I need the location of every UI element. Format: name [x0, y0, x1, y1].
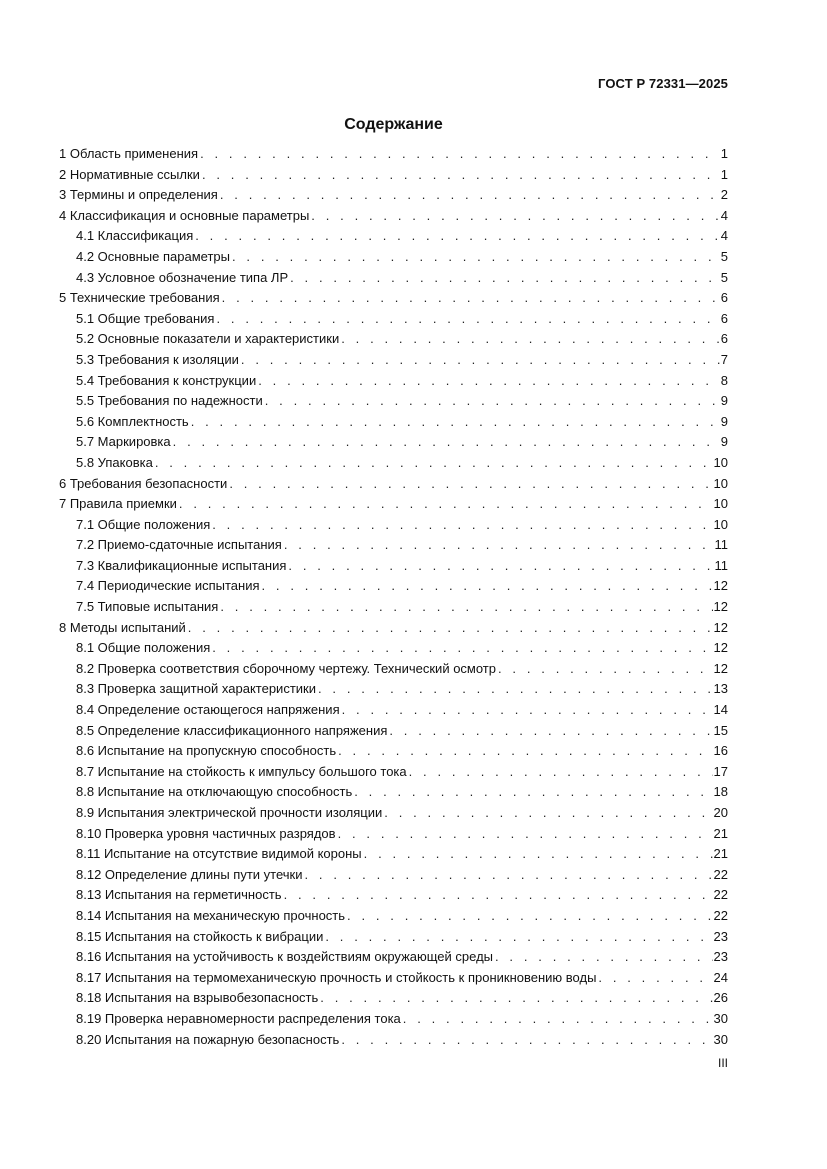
toc-entry-label: 7 Правила приемки — [59, 496, 177, 512]
toc-entry-label: 4 Классификация и основные параметры — [59, 207, 310, 223]
toc-entry-page: 9 — [720, 393, 728, 409]
toc-entry-page: 22 — [713, 907, 728, 923]
toc-dot-leader — [216, 309, 719, 330]
toc-dot-leader — [325, 927, 712, 948]
toc-dot-leader — [202, 165, 720, 186]
toc-dot-leader — [341, 1030, 712, 1051]
toc-entry-label: 3 Термины и определения — [59, 187, 218, 203]
toc-entry-label: 4.3 Условное обозначение типа ЛР — [76, 269, 289, 285]
toc-dot-leader — [188, 618, 713, 639]
toc-dot-leader — [229, 474, 712, 495]
toc-dot-leader — [212, 515, 712, 536]
toc-entry[interactable] — [59, 1030, 728, 1051]
toc-entry-page: 6 — [720, 290, 728, 306]
toc-entry-label: 8.15 Испытания на стойкость к вибрации — [76, 928, 324, 944]
toc-entry-page: 8 — [720, 372, 728, 388]
toc-dot-leader — [222, 288, 720, 309]
toc-dot-leader — [220, 597, 712, 618]
toc-entry-page: 23 — [713, 928, 728, 944]
toc-entry-page: 26 — [713, 990, 728, 1006]
toc-entry-label: 7.5 Типовые испытания — [76, 599, 219, 615]
toc-entry-page: 30 — [713, 1010, 728, 1026]
toc-dot-leader — [318, 679, 713, 700]
toc-entry[interactable] — [59, 597, 728, 618]
toc-dot-leader — [598, 968, 712, 989]
toc-entry-page: 22 — [713, 866, 728, 882]
toc-entry-page: 10 — [713, 516, 728, 532]
toc-entry[interactable] — [59, 494, 728, 515]
toc-entry[interactable] — [59, 535, 728, 556]
toc-entry[interactable] — [59, 576, 728, 597]
toc-entry-label: 5.2 Основные показатели и характеристики — [76, 331, 340, 347]
toc-dot-leader — [258, 371, 720, 392]
toc-entry-page: 10 — [713, 496, 728, 512]
toc-entry[interactable] — [59, 947, 728, 968]
toc-entry-page: 17 — [713, 763, 728, 779]
page-number: III — [717, 1056, 728, 1070]
toc-dot-leader — [200, 144, 720, 165]
toc-entry-page: 21 — [713, 846, 728, 862]
toc-entry-label: 8.7 Испытание на стойкость к импульсу большого тока — [76, 763, 407, 779]
toc-dot-leader — [342, 700, 713, 721]
toc-entry-label: 8.19 Проверка неравномерности распределения тока — [76, 1010, 401, 1026]
toc-entry-label: 8.13 Испытания на герметичность — [76, 887, 282, 903]
toc-entry-label: 5.3 Требования к изоляции — [76, 351, 239, 367]
toc-dot-leader — [403, 1009, 713, 1030]
toc-entry-label: 5.6 Комплектность — [76, 413, 189, 429]
toc-entry-label: 5 Технические требования — [59, 290, 220, 306]
toc-entry-page: 12 — [713, 599, 728, 615]
toc-entry-label: 5.8 Упаковка — [76, 454, 153, 470]
toc-entry-label: 8.8 Испытание на отключающую способность — [76, 784, 353, 800]
toc-entry-label: 7.2 Приемо-сдаточные испытания — [76, 537, 282, 553]
toc-entry-label: 4.1 Классификация — [76, 228, 194, 244]
toc-entry-label: 8.11 Испытание на отсутствие видимой короны — [76, 846, 362, 862]
toc-entry-label: 1 Область применения — [59, 146, 199, 161]
toc-entry-page: 20 — [713, 805, 728, 820]
toc-entry[interactable] — [59, 618, 728, 639]
toc-entry[interactable] — [59, 865, 728, 886]
toc-dot-leader — [173, 432, 720, 453]
toc-entry-label: 4.2 Основные параметры — [76, 248, 230, 264]
toc-entry[interactable] — [59, 329, 728, 350]
toc-entry-page: 11 — [714, 557, 728, 573]
toc-entry-label: 8.6 Испытание на пропускную способность — [76, 743, 337, 759]
toc-dot-leader — [347, 906, 713, 927]
toc-dot-leader — [220, 185, 720, 206]
toc-dot-leader — [311, 206, 719, 227]
toc-entry[interactable] — [59, 432, 728, 453]
toc-entry-page: 4 — [720, 207, 728, 223]
toc-entry-page: 6 — [720, 310, 728, 326]
toc-entry-page: 9 — [720, 413, 728, 429]
toc-entry[interactable] — [59, 391, 728, 412]
toc-entry-page: 23 — [713, 949, 728, 965]
toc-entry-label: 6 Требования безопасности — [59, 475, 228, 491]
toc-entry[interactable] — [59, 165, 728, 186]
toc-entry-page: 9 — [720, 434, 728, 450]
toc-entry-label: 8.10 Проверка уровня частичных разрядов — [76, 825, 336, 841]
toc-entry-page: 11 — [714, 537, 728, 553]
toc-entry[interactable] — [59, 638, 728, 659]
toc-entry[interactable] — [59, 885, 728, 906]
toc-entry-page: 22 — [713, 887, 728, 903]
toc-entry-label: 8.14 Испытания на механическую прочность — [76, 907, 346, 923]
toc-entry[interactable] — [59, 988, 728, 1009]
toc-entry[interactable] — [59, 247, 728, 268]
toc-dot-leader — [265, 391, 720, 412]
table-of-contents — [59, 144, 728, 1050]
toc-entry-label: 8.18 Испытания на взрывобезопасность — [76, 990, 319, 1006]
toc-dot-leader — [354, 782, 712, 803]
toc-entry-page: 12 — [713, 619, 728, 635]
toc-entry[interactable] — [59, 906, 728, 927]
toc-entry[interactable] — [59, 968, 728, 989]
toc-entry-label: 5.1 Общие требования — [76, 310, 215, 326]
toc-dot-leader — [284, 885, 713, 906]
toc-entry[interactable] — [59, 288, 728, 309]
toc-entry-label: 5.4 Требования к конструкции — [76, 372, 257, 388]
toc-entry-label: 8.4 Определение остающегося напряжения — [76, 702, 340, 718]
toc-dot-leader — [232, 247, 720, 268]
toc-entry-page: 14 — [713, 702, 728, 718]
toc-entry-page: 24 — [713, 969, 728, 985]
toc-dot-leader — [191, 412, 720, 433]
toc-entry-label: 5.5 Требования по надежности — [76, 393, 263, 409]
toc-entry-label: 8.12 Определение длины пути утечки — [76, 866, 303, 882]
toc-entry[interactable] — [59, 762, 728, 783]
toc-entry[interactable] — [59, 515, 728, 536]
toc-entry-label: 8.3 Проверка защитной характеристики — [76, 681, 316, 697]
toc-entry[interactable] — [59, 927, 728, 948]
toc-entry-page: 1 — [720, 166, 728, 182]
toc-dot-leader — [389, 721, 712, 742]
toc-entry-label: 7.1 Общие положения — [76, 516, 211, 532]
toc-entry-label: 7.4 Периодические испытания — [76, 578, 260, 594]
toc-entry[interactable] — [59, 185, 728, 206]
toc-entry-label: 8.16 Испытания на устойчивость к воздействиям окружающей среды — [76, 949, 493, 965]
toc-dot-leader — [498, 659, 713, 680]
toc-entry-page: 18 — [713, 784, 728, 800]
toc-entry-page: 1 — [720, 146, 728, 161]
toc-entry-page: 15 — [713, 722, 728, 738]
toc-entry-page: 5 — [720, 269, 728, 285]
toc-entry-page: 30 — [713, 1031, 728, 1047]
toc-entry-page: 12 — [713, 578, 728, 594]
toc-entry[interactable] — [59, 721, 728, 742]
toc-entry[interactable] — [59, 226, 728, 247]
toc-entry-page: 12 — [713, 640, 728, 656]
toc-dot-leader — [409, 762, 713, 783]
toc-entry[interactable] — [59, 453, 728, 474]
toc-dot-leader — [155, 453, 713, 474]
toc-entry[interactable] — [59, 474, 728, 495]
toc-entry-label: 8.1 Общие положения — [76, 640, 211, 656]
toc-dot-leader — [284, 535, 714, 556]
toc-dot-leader — [195, 226, 720, 247]
toc-entry[interactable] — [59, 803, 728, 824]
toc-entry-page: 13 — [713, 681, 728, 697]
toc-entry[interactable] — [59, 350, 728, 371]
toc-dot-leader — [364, 844, 713, 865]
toc-entry-page: 6 — [720, 331, 728, 347]
toc-dot-leader — [262, 576, 713, 597]
toc-entry-label: 2 Нормативные ссылки — [59, 166, 200, 182]
toc-entry[interactable] — [59, 556, 728, 577]
toc-entry[interactable] — [59, 824, 728, 845]
toc-entry[interactable] — [59, 412, 728, 433]
toc-entry-label: 7.3 Квалификационные испытания — [76, 557, 287, 573]
toc-dot-leader — [241, 350, 720, 371]
toc-entry[interactable] — [59, 844, 728, 865]
toc-entry[interactable] — [59, 741, 728, 762]
toc-entry[interactable] — [59, 782, 728, 803]
toc-dot-leader — [288, 556, 713, 577]
toc-entry[interactable] — [59, 1009, 728, 1030]
toc-entry-page: 5 — [720, 248, 728, 264]
toc-entry-label: 8 Методы испытаний — [59, 619, 186, 635]
toc-entry[interactable] — [59, 700, 728, 721]
toc-dot-leader — [495, 947, 713, 968]
toc-entry-page: 12 — [713, 660, 728, 676]
toc-entry-page: 2 — [720, 187, 728, 203]
toc-dot-leader — [338, 824, 713, 845]
toc-dot-leader — [320, 988, 712, 1009]
toc-entry-page: 16 — [713, 743, 728, 759]
toc-entry[interactable] — [59, 144, 728, 165]
toc-entry-page: 21 — [713, 825, 728, 841]
toc-entry[interactable] — [59, 659, 728, 680]
toc-entry[interactable] — [59, 371, 728, 392]
toc-dot-leader — [338, 741, 712, 762]
toc-entry-page: 4 — [720, 228, 728, 244]
toc-entry-label: 8.2 Проверка соответствия сборочному чертежу. Технический осмотр — [76, 660, 496, 676]
standard-code: ГОСТ Р 72331—2025 — [598, 76, 728, 91]
toc-entry-label: 8.9 Испытания электрической прочности изоляции — [76, 805, 383, 820]
toc-dot-leader — [341, 329, 720, 350]
toc-entry-label: 5.7 Маркировка — [76, 434, 171, 450]
toc-entry-label: 8.17 Испытания на термомеханическую прочность и стойкость к проникновению воды — [76, 969, 597, 985]
toc-entry-label: 8.20 Испытания на пожарную безопасность — [76, 1031, 340, 1047]
toc-entry[interactable] — [59, 309, 728, 330]
toc-entry-page: 10 — [713, 475, 728, 491]
toc-dot-leader — [304, 865, 712, 886]
toc-entry[interactable] — [59, 679, 728, 700]
toc-dot-leader — [290, 268, 720, 289]
toc-entry-label: 8.5 Определение классификационного напряжения — [76, 722, 388, 738]
toc-entry[interactable] — [59, 268, 728, 289]
toc-dot-leader — [179, 494, 713, 515]
toc-entry-page: 7 — [720, 351, 728, 367]
toc-title: Содержание — [344, 116, 443, 133]
toc-dot-leader — [212, 638, 712, 659]
toc-dot-leader — [384, 803, 712, 824]
toc-entry[interactable] — [59, 206, 728, 227]
toc-entry-page: 10 — [713, 454, 728, 470]
